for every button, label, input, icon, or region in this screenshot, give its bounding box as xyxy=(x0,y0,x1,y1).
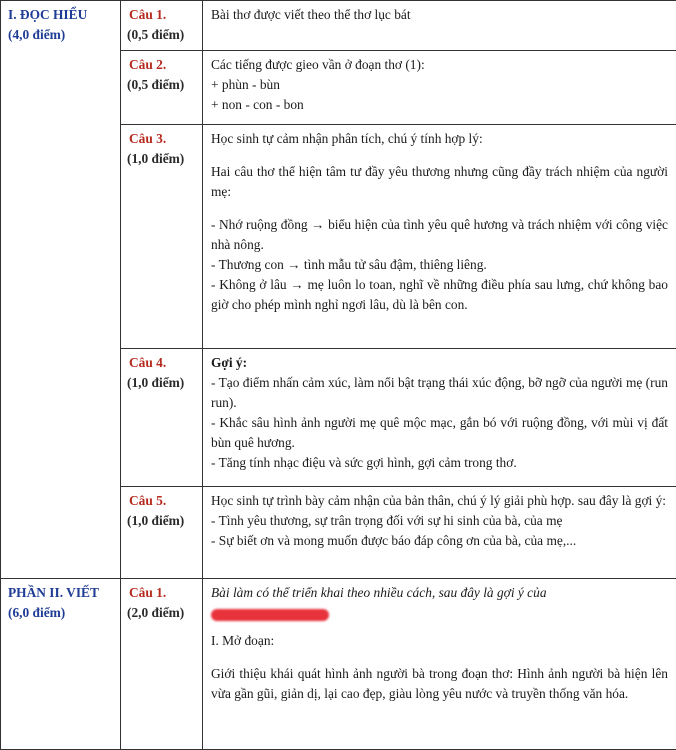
question-cell xyxy=(121,51,203,125)
answer-cell xyxy=(203,125,676,349)
table-row xyxy=(1,1,676,51)
question-points: (1,0 điểm) xyxy=(127,511,202,531)
question-points: (1,0 điểm) xyxy=(127,149,202,169)
section-title: PHẦN II. VIẾT xyxy=(8,583,120,603)
question-label: Câu 1. xyxy=(127,5,202,25)
answer-paragraph: Giới thiệu khái quát hình ảnh người bà trong đoạn thơ: Hình ảnh người bà hiện lên vừa gần gũi, giản dị, lại cao đẹp, giàu lòng yêu nước và truyền thống văn hóa. xyxy=(211,664,668,704)
answer-bullet: - Nhớ ruộng đồng → biểu hiện của tình yêu quê hương và trách nhiệm với công việc nhà nông. xyxy=(211,215,668,255)
answer-bullet: - Khắc sâu hình ảnh người mẹ quê mộc mạc, gắn bó với ruộng đồng, với mùi vị đất bùn quê hương. xyxy=(211,413,668,453)
answer-intro: Học sinh tự trình bày cảm nhận của bản thân, chú ý lý giải phù hợp. sau đây là gợi ý: xyxy=(211,491,668,511)
answer-cell xyxy=(203,579,676,750)
question-cell xyxy=(121,579,203,750)
answer-text: Các tiếng được gieo vần ở đoạn thơ (1): xyxy=(211,55,668,75)
question-cell xyxy=(121,487,203,579)
question-label: Câu 5. xyxy=(127,491,202,511)
section-title: I. ĐỌC HIỂU xyxy=(8,5,120,25)
answer-cell xyxy=(203,51,676,125)
answer-intro: Bài làm có thể triển khai theo nhiều cách, sau đây là gợi ý của xyxy=(211,583,668,603)
answer-text: + phùn - bùn xyxy=(211,75,668,95)
question-points: (0,5 điểm) xyxy=(127,25,202,45)
question-points: (2,0 điểm) xyxy=(127,603,202,623)
answer-text: + non - con - bon xyxy=(211,95,668,115)
answer-cell xyxy=(203,1,676,51)
answer-subheading: I. Mở đoạn: xyxy=(211,631,668,651)
answer-cell xyxy=(203,349,676,487)
question-points: (1,0 điểm) xyxy=(127,373,202,393)
answer-cell xyxy=(203,487,676,579)
redaction-mark xyxy=(211,609,329,621)
answer-bullet: - Tăng tính nhạc điệu và sức gợi hình, gợi cảm trong thơ. xyxy=(211,453,668,473)
question-label: Câu 4. xyxy=(127,353,202,373)
answer-text: Bài thơ được viết theo thể thơ lục bát xyxy=(211,5,668,25)
answer-bullet: - Thương con → tình mẫu tử sâu đậm, thiêng liêng. xyxy=(211,255,668,275)
question-label: Câu 2. xyxy=(127,55,202,75)
question-label: Câu 3. xyxy=(127,129,202,149)
question-points: (0,5 điểm) xyxy=(127,75,202,95)
answer-bullet: - Tình yêu thương, sự trân trọng đối với sự hi sinh của bà, của mẹ xyxy=(211,511,668,531)
section-score: (6,0 điểm) xyxy=(8,603,120,623)
section-cell-writing xyxy=(1,579,121,750)
answer-heading: Gợi ý: xyxy=(211,353,668,373)
answer-bullet: - Tạo điểm nhấn cảm xúc, làm nổi bật trạng thái xúc động, bỡ ngỡ của người mẹ (run run). xyxy=(211,373,668,413)
question-cell xyxy=(121,349,203,487)
answer-bullet: - Không ở lâu → mẹ luôn lo toan, nghĩ về những điều phía sau lưng, chứ không bao giờ cho phép mình nghỉ ngơi lâu, dù là bên con. xyxy=(211,275,668,315)
answer-paragraph: Hai câu thơ thể hiện tâm tư đầy yêu thương nhưng cũng đầy trách nhiệm của người mẹ: xyxy=(211,162,668,202)
question-cell xyxy=(121,125,203,349)
section-cell-reading xyxy=(1,1,121,579)
question-cell xyxy=(121,1,203,51)
section-score: (4,0 điểm) xyxy=(8,25,120,45)
answer-intro: Học sinh tự cảm nhận phân tích, chú ý tính hợp lý: xyxy=(211,129,668,149)
table-row xyxy=(1,579,676,750)
question-label: Câu 1. xyxy=(127,583,202,603)
answer-bullet: - Sự biết ơn và mong muốn được báo đáp công ơn của bà, của mẹ,... xyxy=(211,531,668,551)
